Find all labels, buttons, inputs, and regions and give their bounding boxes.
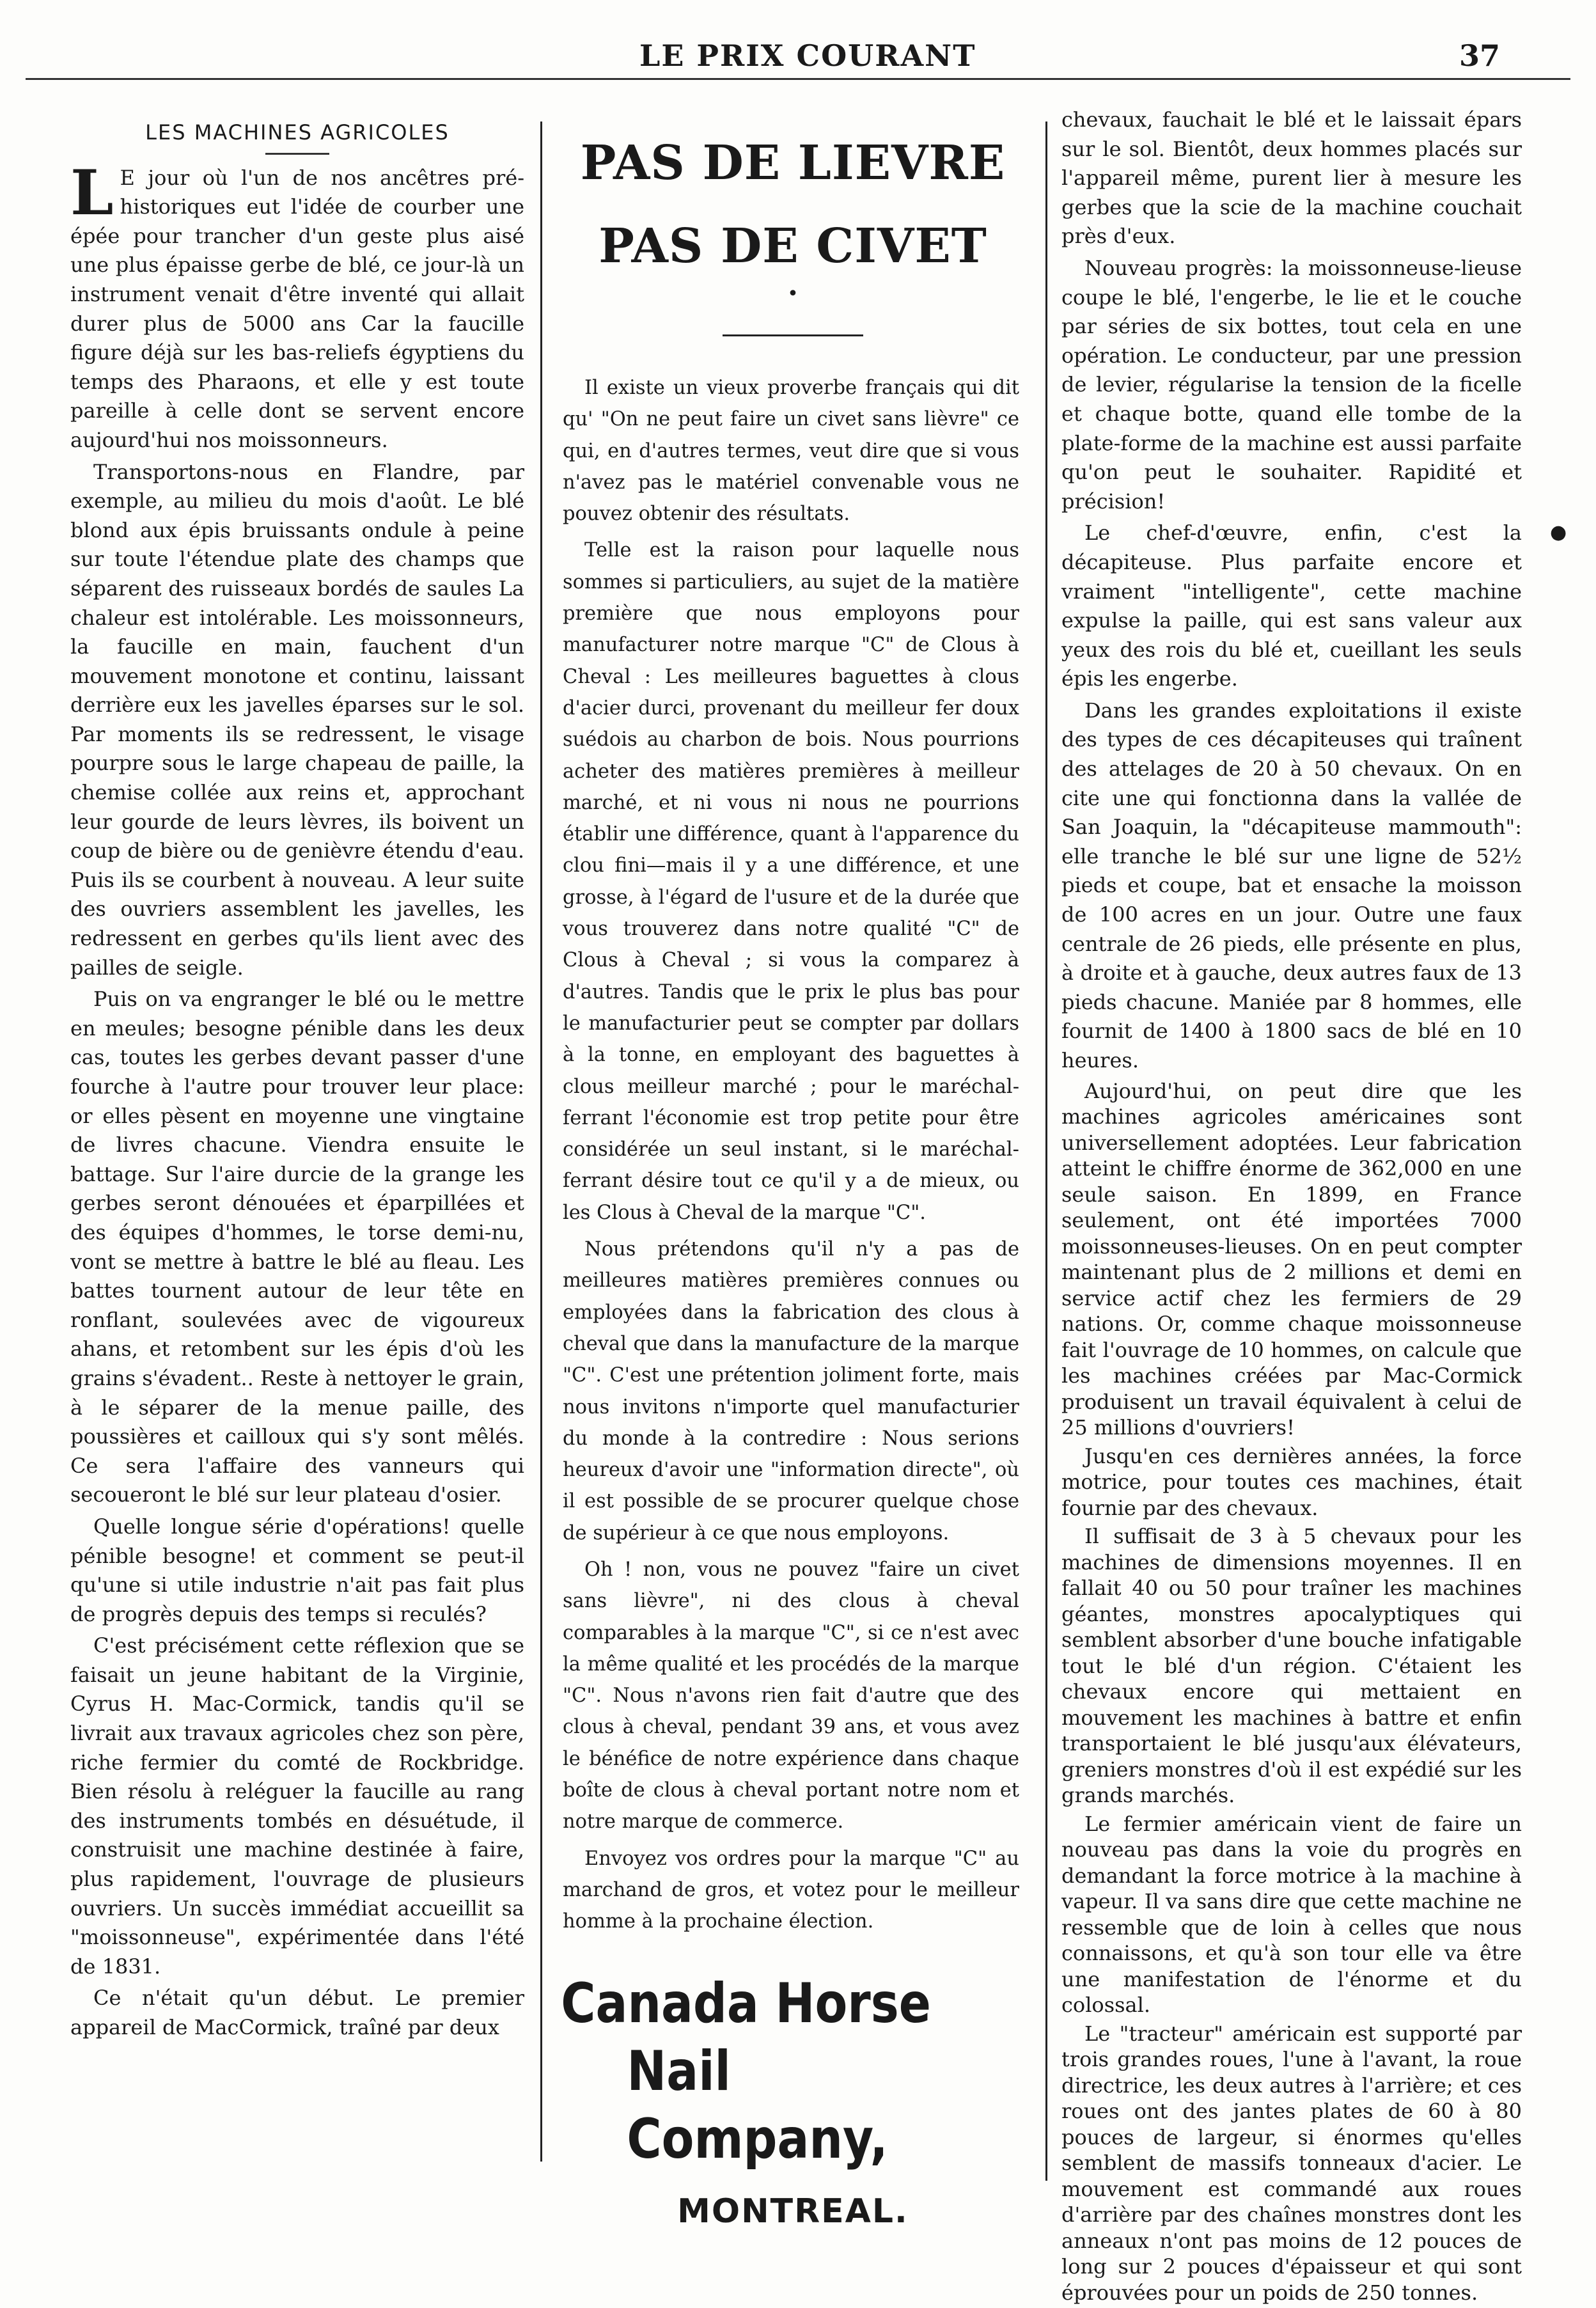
- ad-title-line-2: PAS DE CIVET: [598, 219, 987, 274]
- right-paragraph: Le fermier américain vient de faire un nouveau pas dans la voie du progrès en demandant la force motrice à la machine à vapeur. Il va sans dire que cette machine ne ressemble que de loin à celles que nous connaissons, et qu'à son tour elle va être une manifestation de l'énorme et du colossal.: [1061, 1811, 1522, 2018]
- ad-paragraph: Oh ! non, vous ne pouvez "faire un civet sans lièvre", ni des clous à cheval comparables à la marque "C", si ce n'est avec la même qualité et les procédés de la marque "C". Nous n'avons rien fait d'autre que des clous à cheval, pendant 39 ans, et vous avez le bénéfice de notre expérience dans chaque boîte de clous à cheval portant notre nom et notre marque de commerce.: [563, 1558, 1019, 1833]
- company-name-line-2: Nail Company,: [627, 2039, 888, 2171]
- first-paragraph: [70, 156, 524, 455]
- left-paragraph: Puis on va engranger le blé ou le mettre en meules; besogne pénible dans les deux cas, toutes les gerbes devant passer d'une fourche à l'autre pour trouver leur place: or elles pèsent en moyenne une vingtaine de livres chacune. Viendra ensuite le battage. Sur l'aire durcie de la grange les gerbes seront dénouées et éparpillées et des équipes d'hommes, le torse demi-nu, vont se mettre à battre le blé au fleau. Les battes tournent autour de leur tête en ronflant, soulevées avec de vigoureux ahans, et retombent sur les épis d'où les grains s'évadent.. Reste à nettoyer le grain, à le séparer de la menue paille, des poussières et cailloux qui s'y sont mêlés. Ce sera l'affaire des vanneurs qui secoueront le blé sur leur plateau d'osier.: [70, 987, 524, 1507]
- column-divider-left: [540, 122, 542, 2162]
- company-name: [550, 1970, 968, 2173]
- left-paragraph: Quelle longue série d'opérations! quelle pénible besogne! et comment se peut-il qu'une si utile industrie n'ait pas fait plus de progrès depuis des temps si reculés?: [70, 1514, 524, 1626]
- company-name-line-1: Canada Horse: [561, 1971, 931, 2036]
- ad-body: [550, 372, 1036, 1938]
- right-paragraph: Aujourd'hui, on peut dire que les machines agricoles américaines sont universellement adoptées. Leur fabrication atteint le chiffre énorme de 362,000 en une seule saison. En 1899, en France seulement, ont été importées 7000 moissonneuses-lieuses. On en peut compter maintenant plus de 2 millions et demi en service actif chez les fermiers de 29 nations. Or, comme chaque moissonneuse fait l'ouvrage de 10 hommes, on calcule que les machines créées par Mac-Cormick produisent un travail équivalent à celui de 25 millions d'ouvriers!: [1061, 1078, 1522, 1440]
- right-paragraph: Jusqu'en ces dernières années, la force motrice, pour toutes ces machines, était fournie par des chevaux.: [1061, 1443, 1522, 1520]
- margin-bullet-icon: ●: [1550, 521, 1567, 544]
- ad-paragraph: Envoyez vos ordres pour la marque "C" au marchand de gros, et votez pour le meilleur homme à la prochaine élection.: [563, 1847, 1019, 1933]
- ad-rule: [723, 334, 863, 336]
- right-column: [1061, 106, 1522, 2308]
- column-divider-right: [1045, 122, 1047, 2181]
- left-paragraph: Transportons-nous en Flandre, par exemple, au milieu du mois d'août. Le blé blond aux épis bruissants ondule à peine sur toute l'étendue plate des champs que séparent des ruisseaux bordés de saules La chaleur est intolérable. Les moissonneurs, la faucille en main, fauchent d'un mouvement monotone et continu, laissant derrière eux les javelles éparses sur le sol. Par moments ils se redressent, le visage pourpre sous le large chapeau de paille, la chemise collée aux reins et, approchant leur gourde de leurs lèvres, ils boivent un coup de bière ou de genièvre étendu d'eau. Puis ils se courbent à nouveau. A leur suite des ouvriers assemblent les javelles, les redressent en gerbes qu'ils lient avec des pailles de seigle.: [70, 459, 524, 980]
- ad-paragraph: Il existe un vieux proverbe français qui dit qu' "On ne peut faire un civet sans lièvre" ce qui, en d'autres termes, veut dire que si vous n'avez pas le matériel convenable vous ne pouvez obtenir des résultats.: [563, 377, 1019, 526]
- ad-paragraph: Telle est la raison pour laquelle nous sommes si particuliers, au sujet de la matière première que nous employons pour manufacturer notre marque "C" de Clous à Cheval : Les meilleures baguettes à clous d'acier durci, provenant du meilleur fer doux suédois au charbon de bois. Nous pourrions acheter des matières premières à meilleur marché, et ni vous ni nous ne pourrions établir une différence, quant à l'apparence du clou fini—mais il y a une différence, et une grosse, à l'égard de l'usure et de la durée que vous trouverez dans notre qualité "C" de Clous à Cheval ; si vous la comparez à d'autres. Tandis que le prix le plus bas pour le manufacturier peut se compter par dollars à la tonne, en employant des baguettes à clous meilleur marché ; pour le maréchal-ferrant l'économie est trop petite pour être considérée un seul instant, si le maréchal-ferrant désire tout ce qu'il y a de mieux, ou les Clous à Cheval de la marque "C".: [563, 539, 1019, 1224]
- horse-nail-advertisement: [550, 118, 1036, 2231]
- article-heading: LES MACHINES AGRICOLES: [145, 120, 450, 145]
- right-dense-block: [1061, 1078, 1522, 2306]
- right-paragraph: chevaux, fauchait le blé et le laissait épars sur le sol. Bientôt, deux hommes placés sur l'appareil même, purent lier à mesure les gerbes que la scie de la machine couchait près d'eux.: [1061, 107, 1522, 249]
- left-column: [70, 106, 524, 2045]
- ad-title-line-1: PAS DE LIEVRE: [580, 136, 1006, 191]
- header-rule: [26, 78, 1570, 80]
- first-paragraph-text: E jour où l'un de nos ancêtres pré- historiques eut l'idée de courber une épée pour trancher d'un geste plus aisé une plus épaisse gerbe de blé, ce jour-là un instrument venait d'être inventé qui allait durer plus de 5000 ans Car la faucille figure déjà sur les bas-reliefs égyptiens du temps des Pharaons, et elle y est toute pareille à celle dont se servent encore aujourd'hui nos moissonneurs.: [70, 165, 524, 452]
- left-paragraph: Ce n'était qu'un début. Le premier appareil de MacCormick, traîné par deux: [70, 1986, 524, 2039]
- page-header: [0, 38, 1596, 90]
- ad-paragraph: Nous prétendons qu'il n'y a pas de meilleures matières premières connues ou employées dans la fabrication des clous à cheval que dans la manufacture de la marque "C". C'est une prétention joliment forte, mais nous invitons n'importe quel manufacturier du monde à la contredire : Nous serions heureux d'avoir une "information directe", où il est possible de se procurer quelque chose de supérieur à ce que nous employons.: [563, 1238, 1019, 1544]
- ad-dot: •: [787, 283, 799, 305]
- company-city: MONTREAL.: [677, 2192, 909, 2231]
- dropcap-letter: L: [70, 156, 114, 229]
- heading-rule: [265, 153, 329, 155]
- right-paragraph: Il suffisait de 3 à 5 chevaux pour les machines de dimensions moyennes. Il en fallait 40 ou 50 pour traîner les machines géantes, monstres apocalyptiques qui semblent absorber d'une bouche infatigable tout le blé d'un région. C'étaient les chevaux encore qui mettaient en mouvement les machines à battre et enfin transportaient le blé jusqu'aux élévateurs, greniers monstres d'où il est expédié sur les grands marchés.: [1061, 1524, 1522, 1808]
- right-paragraph: Dans les grandes exploitations il existe des types de ces décapiteuses qui traînent des attelages de 20 à 50 chevaux. On en cite une qui fonctionna dans la vallée de San Joaquin, la "décapiteuse mammouth": elle tranche le blé sur une ligne de 52½ pieds et coupe, bat et ensache la moisson de 100 acres en un jour. Outre une faux centrale de 26 pieds, elle présente en plus, à droite et à gauche, deux autres faux de 13 pieds chacune. Maniée par 8 hommes, elle fournit de 1400 à 1800 sacs de blé en 10 heures.: [1061, 698, 1522, 1072]
- right-paragraph: Le "tracteur" américain est supporté par trois grandes roues, l'une à l'avant, la roue directrice, les deux autres à l'arrière; et ces roues ont des jantes plates de 60 à 80 pouces de largeur, si énormes qu'elles semblent de massifs tonneaux d'acier. Le mouvement est commandé aux roues d'arrière par des chaînes monstres dont les anneaux n'ont pas moins de 12 pouces de long sur 2 pouces d'épaisseur et qui sont éprouvées pour un poids de 250 tonnes.: [1061, 2021, 1522, 2305]
- right-paragraph: Le chef-d'œuvre, enfin, c'est la décapiteuse. Plus parfaite encore et vraiment "intelligente", cette machine expulse la paille, qui est sans valeur aux yeux des rois du blé et, cueillant les seuls épis les engerbe.: [1061, 521, 1522, 691]
- page-number: 37: [1459, 38, 1500, 73]
- left-paragraph: C'est précisément cette réflexion que se faisait un jeune habitant de la Virginie, Cyrus H. Mac-Cormick, tandis qu'il se livrait aux travaux agricoles chez son père, riche fermier du comté de Rockbridge. Bien résolu à reléguer la faucille au rang des instruments tombés en désuétude, il construisit une machine destinée à faire, plus rapidement, l'ouvrage de plusieurs ouvriers. Un succès immédiat accueillit sa "moissonneuse", expérimentée dans l'été de 1831.: [70, 1633, 524, 1979]
- right-paragraph: Nouveau progrès: la moissonneuse-lieuse coupe le blé, l'engerbe, le lie et le couche par séries de six bottes, tout cela en une opération. Le conducteur, par une pression de levier, régularise la tension de la ficelle et chaque botte, quand elle tombe de la plate-forme de la machine est aussi parfaite qu'on peut le souhaiter. Rapidité et précision!: [1061, 255, 1522, 514]
- newspaper-title: LE PRIX COURANT: [639, 38, 976, 73]
